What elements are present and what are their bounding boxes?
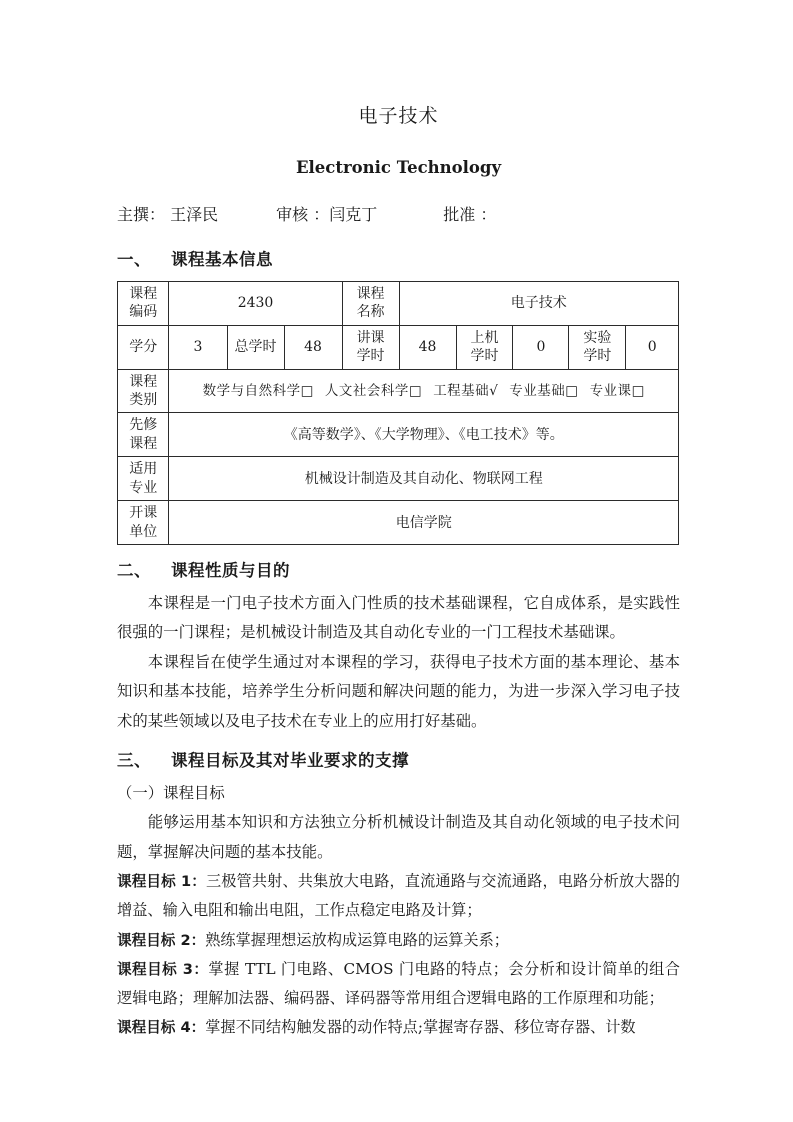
cell-prereq-label-line2: 课程 [129,435,158,452]
category-option[interactable] [325,383,422,399]
course-goal-label: 课程目标 4： [117,1019,206,1037]
cell-experiment-label-line2: 学时 [583,348,612,365]
document-content [117,0,680,1042]
course-goal-label: 课程目标 2： [117,931,206,949]
category-option-label: 人文社会科学 [324,382,409,399]
section-heading-3 [117,736,680,772]
cell-code-label-line1: 课程 [129,285,158,302]
section-2-paragraph-2: 本课程旨在使学生通过对本课程的学习，获得电子技术方面的基本理论、基本知识和基本技能，培养学生分析问题和解决问题的能力，为进一步深入学习电子技术的某些领域以及电子技术在专业上的应用打好基础。 [117,652,680,730]
section-2-number: 二、 [117,561,151,581]
section-heading-1 [117,225,680,271]
category-option[interactable] [203,383,314,399]
cell-total-hours-label: 总学时 [227,325,284,369]
cell-name-label-line2: 名称 [356,304,385,321]
course-goal-list [117,867,680,1042]
cell-prereq-value: 《高等数学》、《大学物理》、《电工技术》等。 [169,413,679,457]
approver-label: 批准 ： [443,204,497,224]
cell-computer-value: 0 [513,325,569,369]
section-2-title: 课程性质与目的 [171,561,290,581]
page-title-chinese: 电子技术 [358,105,439,127]
cell-category-label-line1: 课程 [129,373,158,390]
checkbox-empty-icon[interactable]: □ [565,382,579,399]
cell-code-label [118,281,169,325]
category-option-label: 专业基础 [509,382,566,399]
cell-lecture-label-line1: 讲课 [356,329,385,346]
cell-code-label-line2: 编码 [129,304,158,321]
checkbox-empty-icon[interactable]: □ [300,382,314,399]
cell-major-label-line1: 适用 [129,461,158,478]
cell-total-hours-value: 48 [284,325,342,369]
cell-category-options [169,369,679,413]
course-goal-text: 熟练掌握理想运放构成运算电路的运算关系； [205,930,509,949]
category-option[interactable] [590,383,645,399]
course-goal-item [117,926,680,955]
cell-dept-label-line1: 开课 [129,505,158,522]
category-option[interactable] [509,383,578,399]
cell-prereq-label [118,413,169,457]
checkbox-empty-icon[interactable]: □ [631,382,645,399]
category-option-label: 数学与自然科学 [202,382,301,399]
cell-prereq-label-line1: 先修 [129,417,158,434]
cell-major-label [118,457,169,501]
cell-computer-label [456,325,513,369]
course-goal-label: 课程目标 3： [117,960,209,978]
cell-dept-value: 电信学院 [169,501,679,545]
cell-computer-label-line1: 上机 [470,329,499,346]
section-2-paragraph-1: 本课程是一门电子技术方面入门性质的技术基础课程，它自成体系，是实践性很强的一门课程；是机械设计制造及其自动化专业的一门工程技术基础课。 [117,593,680,642]
cell-category-label [118,369,169,413]
table-row-department [118,501,679,545]
cell-dept-label [118,501,169,545]
cell-code-value: 2430 [169,281,342,325]
cell-name-label-line1: 课程 [356,285,385,302]
course-goal-item [117,1013,680,1042]
author-label: 主撰： [117,204,166,224]
cell-experiment-label [569,325,626,369]
course-goal-label: 课程目标 1： [117,873,206,891]
course-goal-text: 三极管共射、共集放大电路，直流通路与交流通路，电路分析放大器的增益、输入电阻和输出电阻，工作点稳定电路及计算； [117,872,680,920]
section-heading-2 [117,545,680,582]
reviewer-label: 审核 ： [276,204,330,224]
cell-name-label [342,281,399,325]
section-3-intro-paragraph: 能够运用基本知识和方法独立分析机械设计制造及其自动化领域的电子技术问题，掌握解决问题的基本技能。 [117,812,680,861]
cell-dept-label-line2: 单位 [129,523,158,540]
section-3-number: 三、 [117,751,151,771]
cell-lecture-label [342,325,399,369]
cell-major-label-line2: 专业 [129,479,158,496]
cell-computer-label-line2: 学时 [470,348,499,365]
section-1-number: 一、 [117,250,151,270]
course-goal-text: 掌握不同结构触发器的动作特点;掌握寄存器、移位寄存器、计数 [205,1018,636,1037]
cell-experiment-label-line1: 实验 [583,329,612,346]
course-goal-item [117,955,680,1013]
category-option[interactable] [433,383,498,399]
course-goal-text: 掌握 TTL 门电路、CMOS 门电路的特点；会分析和设计简单的组合逻辑电路；理解加法器、编码器、译码器等常用组合逻辑电路的工作原理和功能； [117,959,680,1007]
table-row-major [118,457,679,501]
cell-lecture-value: 48 [399,325,456,369]
checkbox-checked-icon[interactable]: √ [489,382,499,399]
section-1-title: 课程基本信息 [171,250,273,270]
reviewer-value: 闫克丁 [329,204,378,224]
category-option-list [203,383,645,399]
category-option-label: 专业课 [589,382,632,399]
course-info-table [117,281,679,546]
table-row-hours [118,325,679,369]
cell-lecture-label-line2: 学时 [356,348,385,365]
course-goal-item [117,867,680,925]
category-option-label: 工程基础 [433,382,490,399]
cell-credit-value: 3 [169,325,227,369]
author-value: 王泽民 [170,204,219,224]
cell-credit-label: 学分 [118,325,169,369]
cell-category-label-line2: 类别 [129,392,158,408]
table-row-prerequisite [118,413,679,457]
signature-row [117,178,680,226]
cell-major-value: 机械设计制造及其自动化、物联网工程 [169,457,679,501]
table-row-category [118,369,679,413]
page-title-english: Electronic Technology [295,157,502,177]
section-3-title: 课程目标及其对毕业要求的支撑 [171,751,409,771]
checkbox-empty-icon[interactable]: □ [408,382,423,399]
table-row-code [118,281,679,325]
cell-name-value: 电子技术 [399,281,678,325]
cell-experiment-value: 0 [626,325,679,369]
section-3-subsection-title: （一）课程目标 [117,783,225,802]
